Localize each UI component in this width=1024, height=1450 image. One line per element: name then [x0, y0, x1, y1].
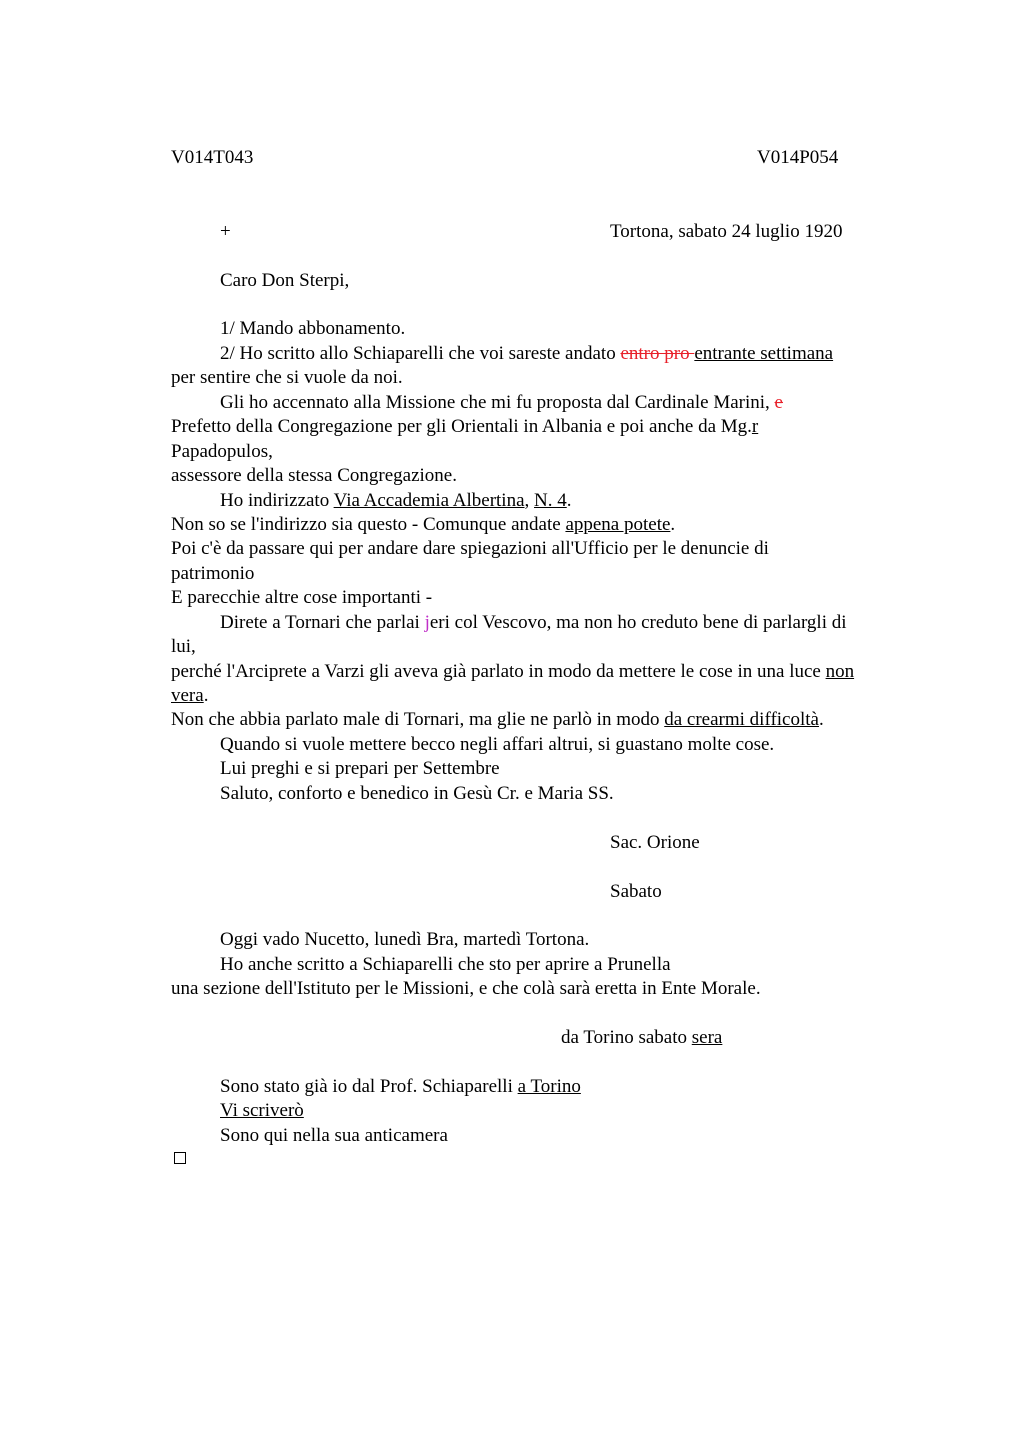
postscript-2-line-3: Sono qui nella sua anticamera: [220, 1125, 448, 1146]
letter-line-2: [220, 342, 833, 366]
letter-line-18: Quando si vuole mettere becco negli affari altrui, si guastano molte cose.: [220, 734, 775, 755]
underlined-text: non: [825, 661, 855, 682]
underlined-text: sera: [691, 1027, 723, 1048]
underlined-text: entrante settimana: [694, 343, 834, 364]
postscript-2-heading: [561, 1026, 722, 1050]
letter-line-6: Papadopulos,: [171, 441, 273, 462]
text: .: [203, 685, 209, 706]
underlined-number: N. 4: [534, 490, 567, 511]
cross-mark: +: [220, 221, 231, 242]
postscript-1-line-2: Ho anche scritto a Schiaparelli che sto per aprire a Prunella: [220, 954, 671, 975]
inserted-letter: j: [424, 612, 430, 633]
postscript-2-line-1: [220, 1075, 581, 1099]
postscript-1-line-1: Oggi vado Nucetto, lunedì Bra, martedì Tortona.: [220, 929, 590, 950]
text: 2/ Ho scritto allo Schiaparelli che voi sareste andato: [220, 343, 621, 364]
underlined-text: Vi scriverò: [220, 1100, 304, 1121]
text: .: [566, 490, 572, 511]
underlined-text: a Torino: [517, 1076, 581, 1097]
text: ,: [524, 490, 535, 511]
letter-line-14: lui,: [171, 636, 196, 657]
archive-code-right: V014P054: [757, 147, 839, 168]
underlined-text: vera: [171, 685, 204, 706]
archive-code-left: V014T043: [171, 147, 254, 168]
text: Non che abbia parlato male di Tornari, ma glie ne parlò in modo: [171, 709, 665, 730]
letter-line-13: [220, 611, 847, 635]
letter-line-7: assessore della stessa Congregazione.: [171, 465, 457, 486]
text: Direte a Tornari che parlai: [220, 612, 425, 633]
postscript-1-line-3: una sezione dell'Istituto per le Missioni, e che colà sarà eretta in Ente Morale.: [171, 978, 761, 999]
salutation: Caro Don Sterpi,: [220, 270, 350, 291]
text: Non so se l'indirizzo sia questo - Comunque andate: [171, 514, 566, 535]
letter-line-12: E parecchie altre cose importanti -: [171, 587, 433, 608]
end-square-icon: [174, 1152, 186, 1164]
deleted-text: e: [774, 392, 783, 413]
letter-line-8: [220, 489, 572, 513]
letter-line-17: [171, 708, 824, 732]
text: eri col Vescovo, ma non ho creduto bene di parlargli di: [429, 612, 847, 633]
letter-line-20: Saluto, conforto e benedico in Gesù Cr. e Maria SS.: [220, 783, 614, 804]
underlined-text: appena potete: [565, 514, 671, 535]
letter-line-16: [171, 684, 208, 708]
letter-line-3: per sentire che si vuole da noi.: [171, 367, 403, 388]
letter-line-5: [171, 415, 758, 439]
dateline: Tortona, sabato 24 luglio 1920: [610, 221, 843, 242]
text: Ho indirizzato: [220, 490, 334, 511]
text: Prefetto della Congregazione per gli Orientali in Albania e poi anche da Mg.: [171, 416, 752, 437]
letter-line-4: [220, 391, 783, 415]
underlined-text: r: [751, 416, 759, 437]
letter-line-1: 1/ Mando abbonamento.: [220, 318, 406, 339]
letter-line-15: [171, 660, 854, 684]
letter-line-11: patrimonio: [171, 563, 255, 584]
text: Sono stato già io dal Prof. Schiaparelli: [220, 1076, 518, 1097]
signature: Sac. Orione: [610, 832, 700, 853]
text: Gli ho accennato alla Missione che mi fu proposta dal Cardinale Marini,: [220, 392, 775, 413]
letter-line-9: [171, 513, 675, 537]
text: perché l'Arciprete a Varzi gli aveva già parlato in modo da mettere le cose in una luce: [171, 661, 826, 682]
postscript-2-line-2: [220, 1099, 304, 1123]
underlined-address: Via Accademia Albertina: [333, 490, 525, 511]
letter-line-10: Poi c'è da passare qui per andare dare spiegazioni all'Ufficio per le denuncie di: [171, 538, 769, 559]
underlined-text: da crearmi difficoltà: [664, 709, 819, 730]
text: .: [818, 709, 824, 730]
text: .: [670, 514, 676, 535]
deleted-text: entro pro: [620, 343, 695, 364]
text: da Torino sabato: [561, 1027, 692, 1048]
letter-line-19: Lui preghi e si prepari per Settembre: [220, 758, 500, 779]
postscript-1-heading: Sabato: [610, 881, 662, 902]
